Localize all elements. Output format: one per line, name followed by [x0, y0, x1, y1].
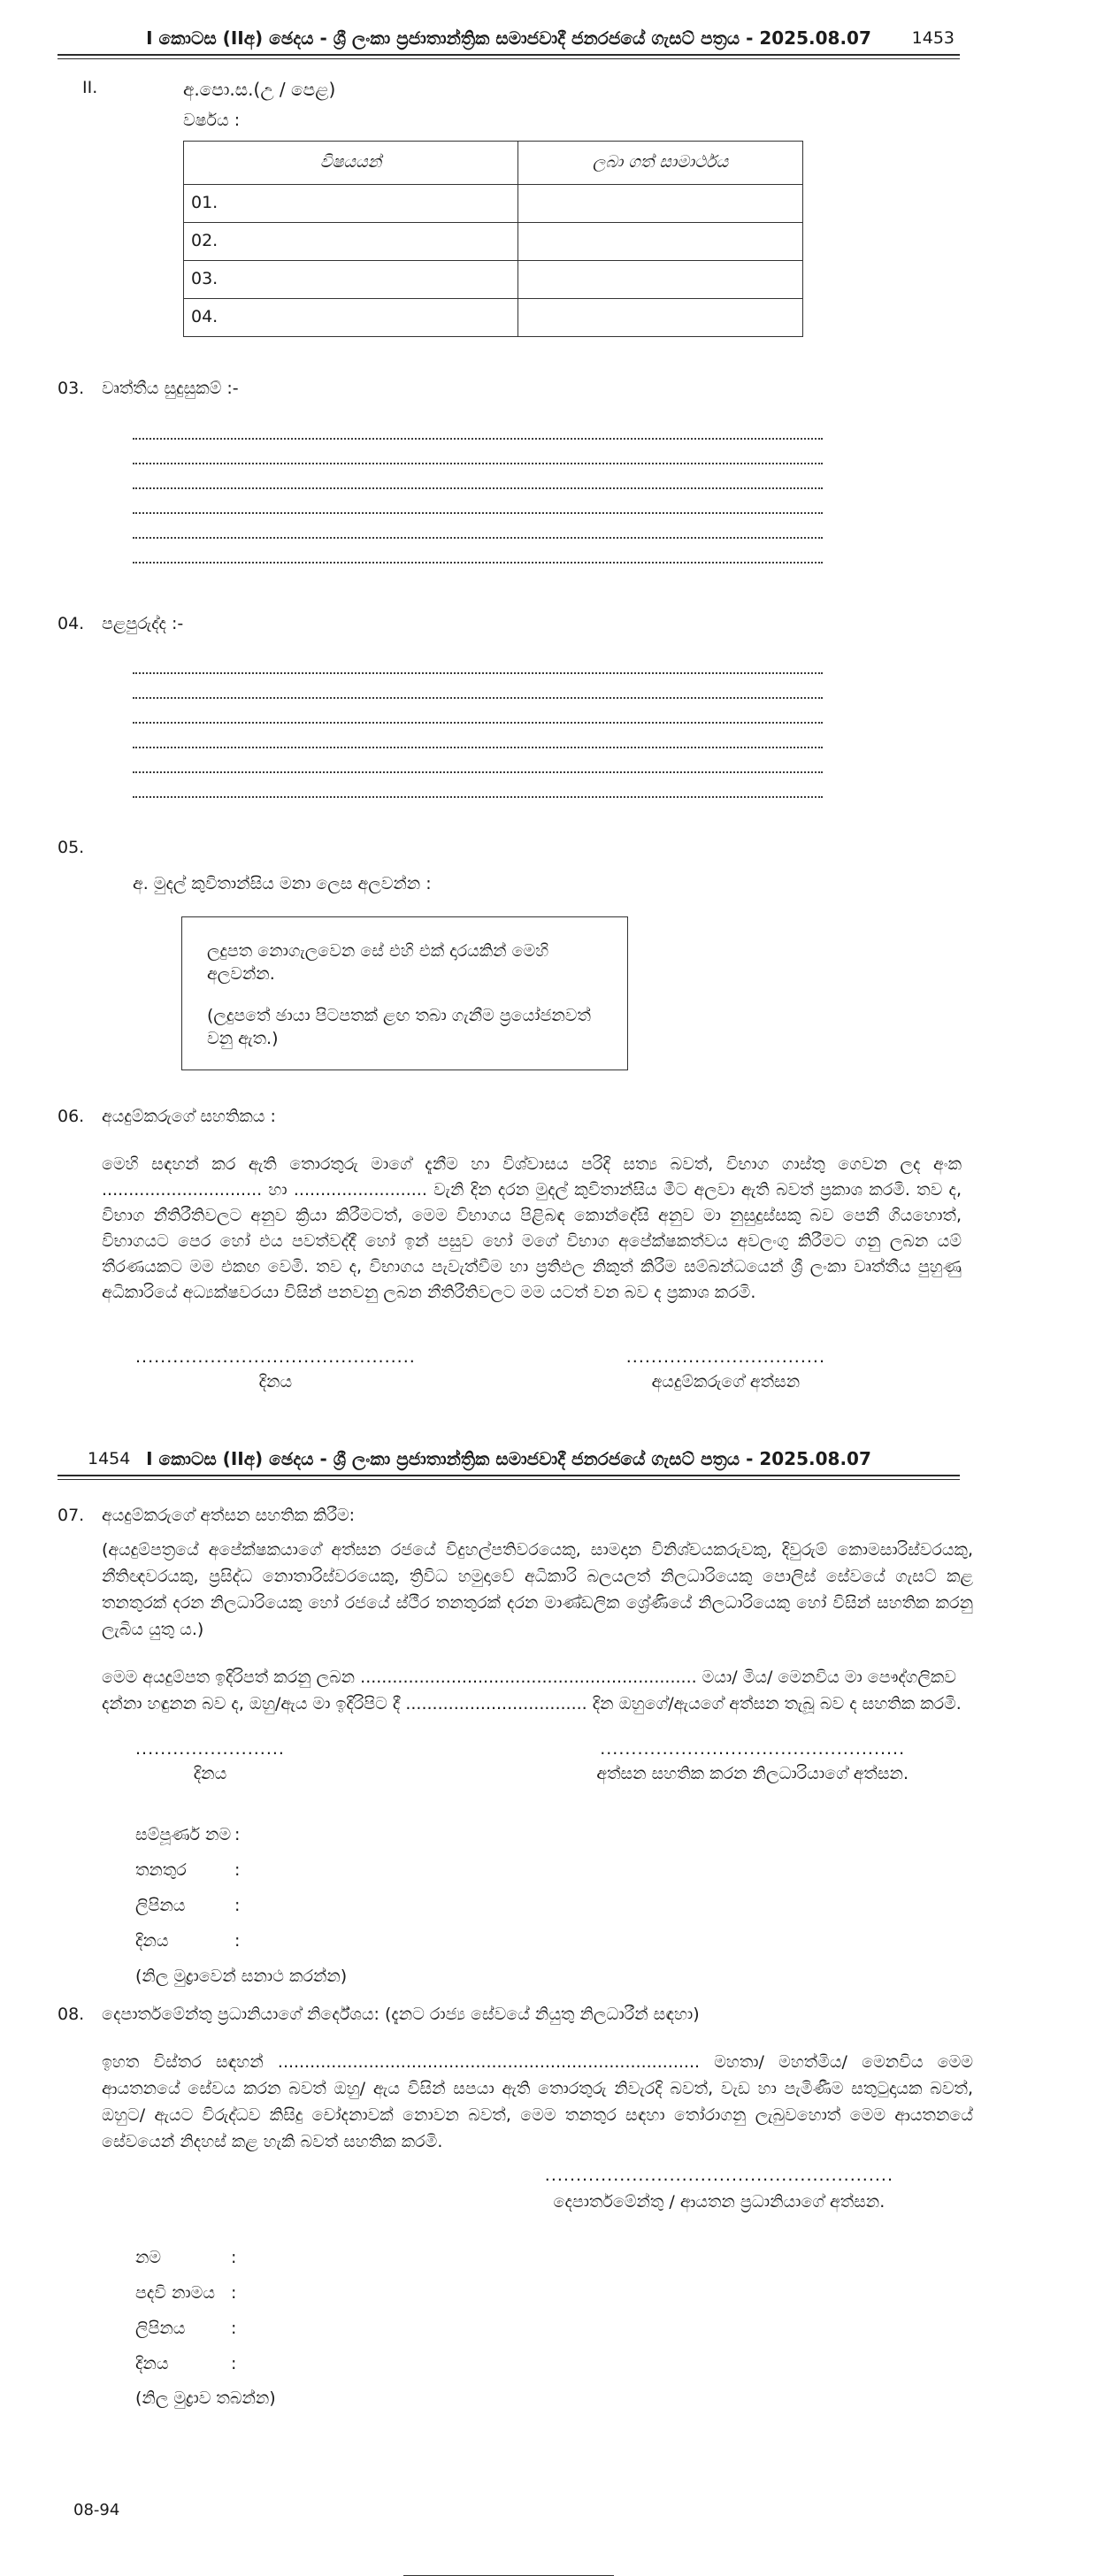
result-cell-empty: [518, 185, 803, 223]
date-signature-block: [135, 1736, 285, 1786]
signature-label: දෙපාර්තමේන්තු / ආයතන ප්‍රධානියාගේ අත්සන.: [553, 2192, 886, 2212]
section-number: 05.: [58, 838, 85, 858]
section-06: [58, 1106, 960, 1129]
field-row: [135, 2240, 960, 2275]
section-number: 06.: [58, 1107, 85, 1127]
section-number: 07.: [58, 1506, 85, 1526]
section-number: 03.: [58, 379, 85, 398]
page1-header: [58, 23, 960, 59]
section-number: 04.: [58, 613, 85, 633]
dotted-line: [133, 773, 823, 798]
signature-label: අත්සන සහතික කරන නිලධාරියාගේ අත්සන.: [596, 1763, 908, 1783]
year-label: වර්ෂය :: [183, 111, 241, 130]
field-label: දිනය: [135, 1930, 169, 1951]
field-label: ලිපිනය: [135, 2318, 186, 2338]
field-colon: :: [231, 2353, 237, 2373]
field-colon: :: [234, 1895, 241, 1915]
section-number: 08.: [58, 2004, 85, 2024]
field-colon: :: [234, 1859, 241, 1880]
table-row: [184, 299, 803, 337]
signature-dots: .............................................: [135, 1347, 416, 1368]
attestation-certify-paragraph: මෙම අයදුම්පත ඉදිරිපත් කරනු ලබන ............................................................... මයා/ මිය/ මෙනවිය මා පෞද්ගලිකව දන්නා හඳුනන බව ද, ඔහු/ඇය මා ඉදිරිපිට දී .................................. දින ඔහුගේ/ඇයගේ අත්සන තැබූ බව ද සහතික කරමි.: [102, 1667, 962, 1714]
department-head-signature-block: [545, 2162, 893, 2215]
field-colon: :: [234, 1824, 241, 1844]
signature-dots: ........................: [135, 1738, 285, 1759]
section-07: [58, 1505, 960, 1528]
field-colon: :: [231, 2247, 237, 2267]
table-row: [184, 261, 803, 299]
page-number: 1453: [911, 28, 954, 48]
attesting-officer-fields: [135, 1818, 960, 1959]
section-number: II.: [82, 78, 98, 97]
dotted-line: [133, 724, 823, 748]
subject-row-number: 04.: [184, 299, 518, 337]
header-rule: [58, 54, 960, 59]
result-cell-empty: [518, 223, 803, 261]
signature-label: අයදුම්කරුගේ අත්සන: [651, 1372, 801, 1392]
attesting-officer-signature-block: [596, 1736, 908, 1786]
field-row: [135, 1889, 960, 1924]
field-label: දිනය: [135, 2353, 169, 2373]
field-row: [135, 1924, 960, 1959]
signature-dots: ................................: [625, 1347, 825, 1368]
signature-dots: .................................................: [600, 1738, 906, 1759]
section-03: [58, 378, 960, 401]
dotted-line: [133, 674, 823, 699]
date-signature-block: [135, 1345, 416, 1394]
paste-box-line2: (ලදුපතේ ඡායා පිටපතක් ළඟ තබා ගැනීම ප්‍රයෝජනවත් වනු ඇත.): [207, 1006, 591, 1048]
header-rule: [58, 1475, 960, 1480]
results-column-header: ලබා ගත් සාමාර්ථය: [518, 142, 803, 185]
subjects-column-header: විෂයයන්: [184, 142, 518, 185]
dotted-line: [133, 649, 823, 674]
field-label: තනතුර: [135, 1859, 187, 1880]
page2-header: [58, 1444, 960, 1480]
dotted-line: [133, 440, 823, 464]
signature-label: දිනය: [193, 1763, 227, 1783]
page-number: 1454: [88, 1449, 131, 1469]
section-08: [58, 2004, 960, 2027]
field-label: ලිපිනය: [135, 1895, 186, 1915]
subject-row-number: 01.: [184, 185, 518, 223]
subjects-table: [183, 141, 803, 337]
signature-dots: ........................................................: [544, 2166, 893, 2186]
section-II: [58, 77, 960, 337]
field-colon: :: [231, 2318, 237, 2338]
result-cell-empty: [518, 261, 803, 299]
official-seal-note: (නිල මුද්‍රාව තබන්න): [135, 2388, 276, 2409]
attestation-note-paragraph: (අයදුම්පත්‍රයේ අපේක්ෂකයාගේ අත්සන රජයේ විදුහල්පතිවරයෙකු, සාමදාන විනිශ්චයකරුවකු, දිවුරුම් කොමසාරිස්වරයකු, නීතිඥවරයකු, ප්‍රසිද්ධ නොතාරිස්වරයෙකු, ත්‍රිවිධ හමුදාවේ අධිකාරි බලයලත් නිලධාරියෙකු පොලිස් සේවයේ ගැසට් කළ තනතුරක් දරන නිලධාරියෙකු හෝ රජයේ ස්ථීර තනතුරක් දරන මාණ්ඩලික ශ්‍රේණියේ නිලධාරියෙකු හෝ විසින් සහතික කරනු ලැබිය යුතු ය.): [102, 1539, 973, 1639]
section-title: දෙපාර්තමේන්තු ප්‍රධානියාගේ නිර්දේශය: (දැනට රාජ්‍ය සේවයේ නියුතු නිලධාරීන් සඳහා): [102, 2004, 700, 2024]
result-cell-empty: [518, 299, 803, 337]
table-row: [184, 223, 803, 261]
receipt-instruction: අ. මුදල් කුවිතාන්සිය මනා ලෙස අලවන්න :: [133, 873, 432, 893]
section-title: පළපුරුද්ද :-: [102, 613, 184, 633]
gazette-header-title: I කොටස (IIඅ) ඡෙදය - ශ්‍රී ලංකා ප්‍රජාතාන්ත්‍රික සමාජවාදී ජනරජයේ ගැසට් පත්‍රය - 2025.08.07: [146, 27, 871, 49]
dotted-line: [133, 539, 823, 564]
field-row: [135, 1853, 960, 1889]
exam-level-label: අ.පො.ස.(උ / පෙළ): [183, 79, 336, 100]
department-head-recommendation-paragraph: ඉහත විස්තර සඳහන් ............................................................................... මහතා/ මහත්මිය/ මෙනවිය මෙම ආයතනයේ සේවය කරන බවත් ඔහු/ ඇය විසින් සපයා ඇති තොරතුරු නිවැරදි බවත්, වැඩ හා පැමිණීම සතුටුදායක බවත්, ඔහුට/ ඇයට විරුද්ධව කිසිදු චෝදනාවක් නොවන බවත්, මෙම තනතුර සඳහා තෝරාගනු ලැබුවහොත් මෙම ආයතනයේ සේවයෙන් නිදහස් කළ හැකි බවත් සහතික කරමි.: [102, 2052, 973, 2152]
dotted-answer-lines: [133, 415, 823, 564]
signature-row-07: [58, 1736, 960, 1786]
section-05: [58, 837, 960, 860]
dotted-line: [133, 489, 823, 514]
section-title: අයදුම්කරුගේ අත්සන සහතික කිරීම:: [102, 1506, 356, 1526]
section-04: [58, 613, 960, 636]
applicant-signature-block: [626, 1345, 825, 1394]
paste-box-line1: ලදුපත නොගැලවෙන සේ එහි එක් දාරයකින් මෙහි අලවන්න.: [207, 940, 549, 984]
dotted-line: [133, 699, 823, 724]
field-row: [135, 2311, 960, 2346]
signature-row-06: [58, 1345, 960, 1394]
dotted-line: [133, 748, 823, 773]
gazette-header-title: I කොටස (IIඅ) ඡෙදය - ශ්‍රී ලංකා ප්‍රජාතාන්ත්‍රික සමාජවාදී ජනරජයේ ගැසට් පත්‍රය - 2025.08.07: [146, 1448, 871, 1470]
dotted-line: [133, 415, 823, 440]
field-label: පදවි නාමය: [135, 2282, 216, 2303]
dotted-line: [133, 514, 823, 539]
dotted-line: [133, 464, 823, 489]
field-colon: :: [234, 1930, 241, 1951]
signature-label: දිනය: [258, 1372, 293, 1392]
table-row: [184, 185, 803, 223]
field-row: [135, 1818, 960, 1853]
section-title: අයදුම්කරුගේ සහතිකය :: [102, 1107, 276, 1127]
footer-code: 08-94: [73, 2501, 120, 2520]
field-label: නම: [135, 2247, 162, 2267]
subject-row-number: 03.: [184, 261, 518, 299]
section-title: වෘත්තීය සුදුසුකම් :-: [102, 379, 239, 398]
department-head-fields: [135, 2240, 960, 2381]
field-row: [135, 2275, 960, 2311]
dotted-answer-lines: [133, 649, 823, 798]
field-label: සම්පූර්ණ නම: [135, 1824, 232, 1844]
applicant-declaration-paragraph: මෙහි සඳහන් කර ඇති තොරතුරු මාගේ දැනීම හා විශ්වාසය පරිදි සත්‍ය බවත්, විභාග ගාස්තු ගෙවන ලද අංක .............................. හා ......................... වැනි දින දරන මුදල් කුවිතාන්සිය මීට අලවා ඇති බවත් ප්‍රකාශ කරමි. තව ද, විභාග නීතිරීතිවලට අනුව ක්‍රියා කිරීමටත්, මෙම විභාගය පිළිබඳ කොන්දේසි අනුව මා නුසුදුස්සකු බව පෙනී ගියහොත්, විභාගයට පෙර හෝ එය පවත්වද්දී හෝ ඉන් පසුව හෝ මගේ විභාග අපේක්ෂකත්වය අවලංගු කිරීමට ගනු ලබන යම් තීරණයකට මම එකඟ වෙමි. තව ද, විභාගය පැවැත්වීම හා ප්‍රතිඵල නිකුත් කිරීම සම්බන්ධයෙන් ශ්‍රී ලංකා වෘත්තීය පුහුණු අධිකාරියේ අධ්‍යක්ෂවරයා විසින් පනවනු ලබන නීතිරීතිවලට මම යටත් වන බව ද ප්‍රකාශ කරමි.: [102, 1154, 962, 1303]
receipt-paste-box: [181, 916, 628, 1071]
field-colon: :: [231, 2282, 237, 2303]
subject-row-number: 02.: [184, 223, 518, 261]
official-seal-note: (නිල මුද්‍රාවෙන් සනාථ කරන්න): [135, 1966, 348, 1986]
field-row: [135, 2346, 960, 2381]
